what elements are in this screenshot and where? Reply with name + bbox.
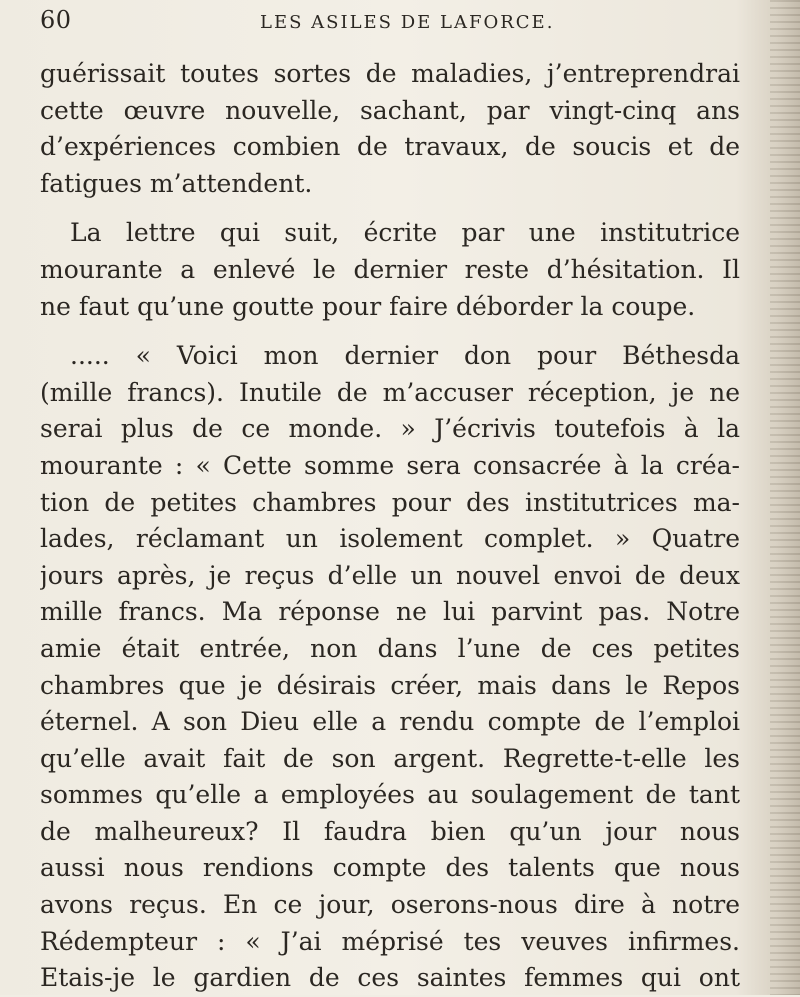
text-line: chambres que je désirais créer, mais dans le Repos xyxy=(40,670,740,700)
text-line: Etais-je le gardien de ces saintes femmes qui ont xyxy=(40,963,740,993)
text-line: fatigues m’attendent. xyxy=(40,168,313,198)
text-line: aussi nous rendions compte des talents que nous xyxy=(40,853,740,883)
text-line: d’expériences combien de travaux, de soucis et de xyxy=(40,132,740,162)
text-line: de malheureux? Il faudra bien qu’un jour nous xyxy=(40,816,740,846)
text-line: amie était entrée, non dans l’une de ces petites xyxy=(40,633,740,663)
body-text xyxy=(40,56,740,997)
text-line: éternel. A son Dieu elle a rendu compte de l’emploi xyxy=(40,707,740,737)
text-line: qu’elle avait fait de son argent. Regrette-t-elle les xyxy=(40,743,740,773)
text-line: cette œuvre nouvelle, sachant, par vingt-cinq ans xyxy=(40,95,740,125)
text-line: lades, réclamant un isolement complet. » Quatre xyxy=(40,524,740,554)
paragraph-gap xyxy=(40,325,740,338)
text-line: serai plus de ce monde. » J’écrivis toutefois à la xyxy=(40,414,740,444)
running-title: LES ASILES DE LAFORCE. xyxy=(260,12,555,33)
text-line: (mille francs). Inutile de m’accuser réception, je ne xyxy=(40,377,740,407)
text-line: Rédempteur : « J’ai méprisé tes veuves infirmes. xyxy=(40,926,740,956)
page-edge-shadow xyxy=(770,0,800,995)
text-line: avons reçus. En ce jour, oserons-nous dire à notre xyxy=(40,890,740,920)
page-header xyxy=(40,4,760,38)
text-line: jours après, je reçus d’elle un nouvel envoi de deux xyxy=(40,560,740,590)
paragraph-gap xyxy=(40,202,740,215)
text-line: La lettre qui suit, écrite par une institutrice xyxy=(70,218,740,248)
text-line: sommes qu’elle a employées au soulagement de tant xyxy=(40,780,740,810)
text-line: ..... « Voici mon dernier don pour Béthesda xyxy=(70,341,740,371)
text-line: ne faut qu’une goutte pour faire déborder la coupe. xyxy=(40,291,696,321)
page-number: 60 xyxy=(40,6,72,34)
text-line: mourante a enlevé le dernier reste d’hésitation. Il xyxy=(40,254,740,284)
text-line: mourante : « Cette somme sera consacrée à la créa- xyxy=(40,450,740,480)
text-line: tion de petites chambres pour des institutrices ma- xyxy=(40,487,740,517)
text-line: guérissait toutes sortes de maladies, j’entreprendrai xyxy=(40,59,740,88)
text-line: mille francs. Ma réponse ne lui parvint pas. Notre xyxy=(40,597,740,627)
